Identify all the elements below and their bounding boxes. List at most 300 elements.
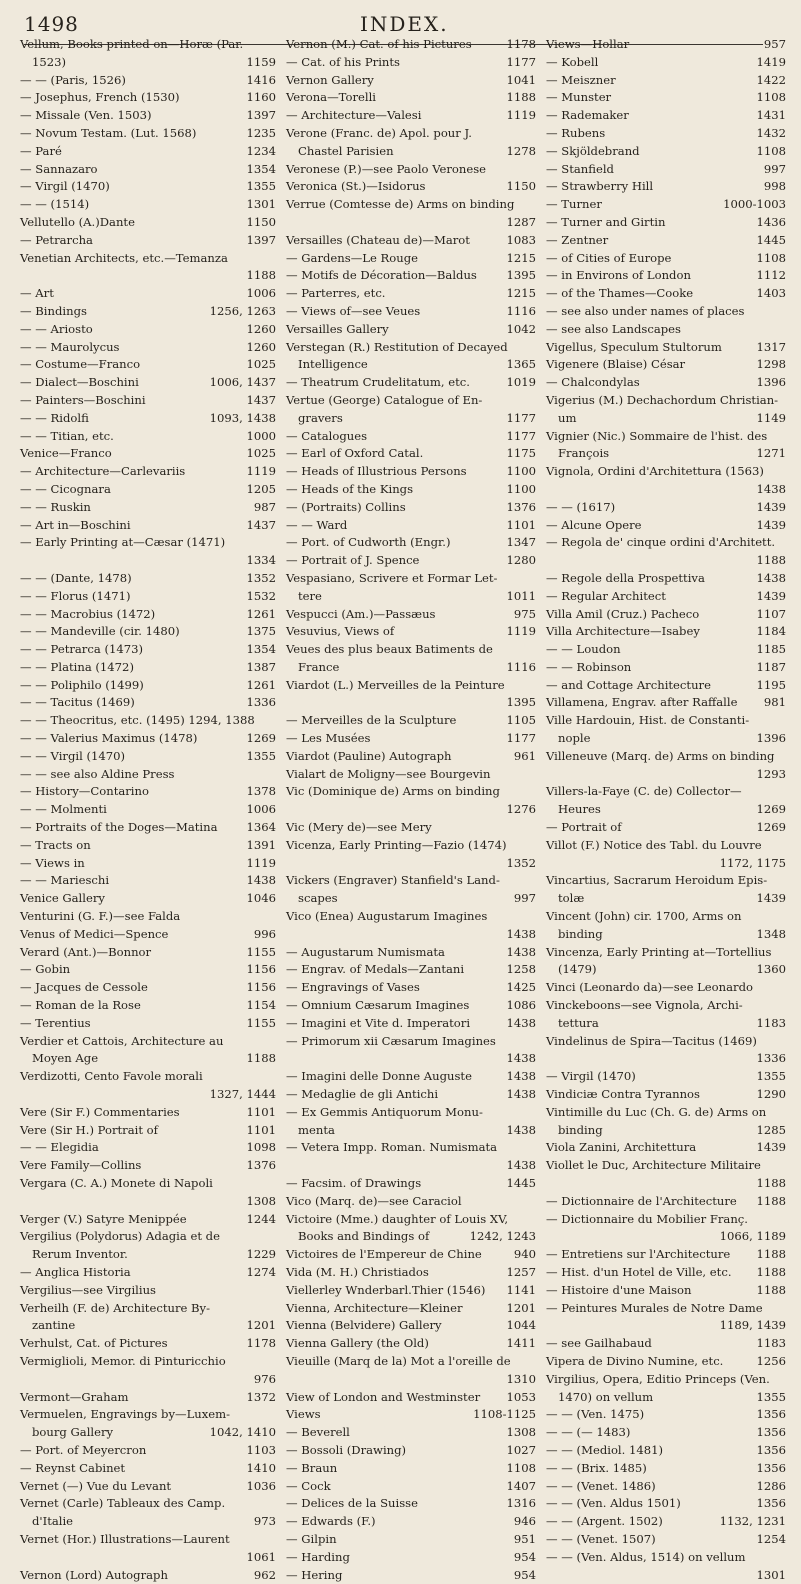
entry-pages: 1355 bbox=[246, 179, 276, 194]
index-entry bbox=[286, 178, 538, 196]
entry-term: — Les Musées bbox=[286, 731, 371, 746]
entry-pages: 1301 bbox=[246, 197, 276, 212]
entry-term: (1479) bbox=[558, 962, 597, 977]
entry-term: Verone (Franc. de) Apol. pour J. bbox=[286, 125, 472, 140]
index-entry bbox=[546, 1175, 788, 1193]
entry-term: bourg Gallery bbox=[32, 1425, 114, 1440]
index-entry bbox=[546, 641, 788, 659]
entry-pages: 1046 bbox=[246, 891, 276, 906]
index-entry bbox=[546, 481, 788, 499]
index-entry bbox=[286, 1335, 538, 1353]
entry-term: Vergilius—see Virgilius bbox=[20, 1282, 157, 1297]
entry-term: — Costume—Franco bbox=[20, 357, 141, 372]
index-entry bbox=[20, 1068, 278, 1086]
entry-pages: 1155 bbox=[246, 1015, 276, 1030]
entry-term: — — Ariosto bbox=[20, 321, 93, 336]
entry-term: Villot (F.) Notice des Tabl. du Louvre bbox=[546, 837, 762, 852]
entry-pages: 1438 bbox=[506, 1122, 536, 1137]
index-entry bbox=[546, 1335, 788, 1353]
entry-pages: 1422 bbox=[756, 72, 786, 87]
entry-term: — Cat. of his Prints bbox=[286, 54, 400, 69]
entry-term: — Sannazaro bbox=[20, 161, 98, 176]
entry-term: — Entretiens sur l'Architecture bbox=[546, 1247, 731, 1262]
entry-term: — Turner and Girtin bbox=[546, 214, 666, 229]
entry-term: — Peintures Murales de Notre Dame bbox=[546, 1300, 763, 1315]
entry-term: — Parterres, etc. bbox=[286, 286, 386, 301]
index-entry bbox=[286, 1175, 538, 1193]
entry-pages: 1436 bbox=[756, 214, 786, 229]
entry-term: Ville Hardouin, Hist. de Constanti- bbox=[546, 713, 750, 728]
index-entry bbox=[286, 161, 538, 179]
index-entry bbox=[286, 1050, 538, 1068]
entry-term: — Regola de' cinque ordini d'Architett. bbox=[546, 535, 776, 550]
entry-pages: 1438 bbox=[756, 481, 786, 496]
index-entry bbox=[20, 1567, 278, 1584]
index-entry bbox=[286, 125, 538, 143]
entry-pages: 1317 bbox=[756, 339, 786, 354]
index-entry bbox=[286, 232, 538, 250]
entry-pages: 1119 bbox=[246, 855, 276, 870]
entry-pages: 1301 bbox=[756, 1567, 786, 1582]
entry-term: — — (Dante, 1478) bbox=[20, 570, 132, 585]
index-entry bbox=[20, 1406, 278, 1424]
index-entry bbox=[286, 1317, 538, 1335]
index-entry bbox=[546, 606, 788, 624]
entry-term: — — Loudon bbox=[546, 642, 621, 657]
index-entry bbox=[546, 1460, 788, 1478]
index-entry bbox=[20, 1353, 278, 1371]
entry-term: Vere Family—Collins bbox=[20, 1158, 142, 1173]
index-entry bbox=[286, 623, 538, 641]
index-entry bbox=[20, 979, 278, 997]
entry-pages: 1119 bbox=[246, 464, 276, 479]
index-entry bbox=[286, 517, 538, 535]
entry-pages: 1101 bbox=[246, 1104, 276, 1119]
entry-pages: 1261 bbox=[246, 677, 276, 692]
entry-term: 1523) bbox=[32, 54, 67, 69]
entry-term: View of London and Westminster bbox=[286, 1389, 481, 1404]
entry-term: — — Platina (1472) bbox=[20, 659, 134, 674]
index-entry bbox=[546, 1389, 788, 1407]
entry-pages: 1086 bbox=[506, 998, 536, 1013]
index-entry bbox=[286, 267, 538, 285]
entry-term: Vignola, Ordini d'Architettura (1563) bbox=[546, 464, 764, 479]
entry-term: Venetian Architects, etc.—Temanza bbox=[20, 250, 228, 265]
index-entry bbox=[546, 178, 788, 196]
entry-pages: 1352 bbox=[246, 570, 276, 585]
index-entry bbox=[546, 1478, 788, 1496]
entry-pages: 1188 bbox=[756, 1247, 786, 1262]
index-entry bbox=[546, 588, 788, 606]
entry-term: Venturini (G. F.)—see Falda bbox=[20, 909, 181, 924]
entry-pages: 1396 bbox=[756, 731, 786, 746]
index-entry bbox=[546, 659, 788, 677]
entry-pages: 1438 bbox=[506, 1087, 536, 1102]
index-entry bbox=[20, 303, 278, 321]
entry-pages: 975 bbox=[513, 606, 536, 621]
entry-pages: 1011 bbox=[506, 588, 536, 603]
entry-term: — Gardens—Le Rouge bbox=[286, 250, 418, 265]
index-entry bbox=[546, 89, 788, 107]
index-entry bbox=[546, 801, 788, 819]
entry-term: Verhulst, Cat. of Pictures bbox=[20, 1336, 168, 1351]
index-entry bbox=[20, 926, 278, 944]
index-entry bbox=[546, 819, 788, 837]
entry-pages: 1155 bbox=[246, 944, 276, 959]
entry-term: — Tracts on bbox=[20, 837, 91, 852]
entry-pages: 1348 bbox=[756, 926, 786, 941]
index-entry bbox=[20, 872, 278, 890]
index-entry bbox=[286, 1300, 538, 1318]
entry-pages: 1188 bbox=[756, 1176, 786, 1190]
entry-term: — Catalogues bbox=[286, 428, 368, 443]
entry-term: — — (Venet. 1507) bbox=[546, 1531, 656, 1546]
entry-term: — Petrarcha bbox=[20, 232, 93, 247]
index-entry bbox=[546, 107, 788, 125]
entry-pages: 1150 bbox=[246, 214, 276, 229]
entry-term: Vincent (John) cir. 1700, Arms on bbox=[546, 909, 742, 924]
entry-term: Vico (Enea) Augustarum Imagines bbox=[286, 909, 488, 924]
entry-term: — Delices de la Suisse bbox=[286, 1496, 418, 1511]
index-entry bbox=[546, 1033, 788, 1051]
index-entry bbox=[286, 801, 538, 819]
entry-pages: 1407 bbox=[506, 1478, 536, 1493]
entry-term: Vic (Mery de)—see Mery bbox=[286, 820, 432, 835]
entry-pages: 1432 bbox=[756, 125, 786, 140]
entry-pages: 1000-1003 bbox=[723, 197, 786, 212]
entry-term: Vernon (M.) Cat. of his Pictures bbox=[286, 37, 472, 51]
entry-term: — — Mandeville (cir. 1480) bbox=[20, 624, 180, 639]
entry-pages: 976 bbox=[253, 1371, 276, 1386]
index-entry bbox=[286, 552, 538, 570]
entry-term: — (Portraits) Collins bbox=[286, 499, 406, 514]
index-entry bbox=[546, 125, 788, 143]
index-column-2 bbox=[286, 36, 546, 1582]
entry-pages: 1416 bbox=[246, 72, 276, 87]
entry-pages: 1274 bbox=[246, 1264, 276, 1279]
entry-pages: 1439 bbox=[756, 499, 786, 514]
entry-term: — Beverell bbox=[286, 1425, 350, 1440]
index-entry bbox=[546, 677, 788, 695]
entry-term: — — Cicognara bbox=[20, 481, 111, 496]
index-entry bbox=[20, 89, 278, 107]
entry-term: — Facsim. of Drawings bbox=[286, 1176, 422, 1190]
index-entry bbox=[20, 677, 278, 695]
index-entry bbox=[546, 1300, 788, 1318]
entry-pages: 1437 bbox=[246, 392, 276, 407]
index-entry bbox=[20, 107, 278, 125]
entry-pages: 1101 bbox=[506, 517, 536, 532]
index-entry bbox=[286, 748, 538, 766]
entry-pages: 1375 bbox=[246, 624, 276, 639]
entry-term: Vienna Gallery (the Old) bbox=[286, 1336, 429, 1351]
index-entry bbox=[20, 712, 278, 730]
entry-pages: 1411 bbox=[506, 1336, 536, 1351]
entry-pages: 1053 bbox=[506, 1389, 536, 1404]
index-entry bbox=[286, 837, 538, 855]
entry-pages: 998 bbox=[763, 179, 786, 194]
entry-term: — Heads of the Kings bbox=[286, 481, 414, 496]
entry-pages: 1310 bbox=[506, 1371, 536, 1386]
entry-term: Vernon (Lord) Autograph bbox=[20, 1567, 168, 1582]
entry-pages: 1229 bbox=[246, 1247, 276, 1262]
entry-pages: 1410 bbox=[246, 1460, 276, 1475]
entry-term: — Bossoli (Drawing) bbox=[286, 1442, 407, 1457]
entry-term: — Port. of Meyercron bbox=[20, 1442, 147, 1457]
index-entry bbox=[286, 1228, 538, 1246]
index-entry bbox=[286, 1033, 538, 1051]
entry-term: — — Petrarca (1473) bbox=[20, 642, 143, 657]
entry-term: François bbox=[558, 446, 610, 461]
index-entry bbox=[20, 570, 278, 588]
entry-term: Venice—Franco bbox=[20, 446, 112, 461]
index-entry bbox=[286, 1015, 538, 1033]
entry-pages: 1098 bbox=[246, 1140, 276, 1155]
entry-pages: 1438 bbox=[506, 1015, 536, 1030]
entry-pages: 987 bbox=[253, 499, 276, 514]
index-entry bbox=[286, 1086, 538, 1104]
entry-term: — Portrait of bbox=[546, 820, 622, 835]
entry-term: Vesuvius, Views of bbox=[286, 624, 395, 639]
entry-term: — Harding bbox=[286, 1549, 350, 1564]
index-entry bbox=[546, 979, 788, 997]
index-entry bbox=[546, 1050, 788, 1068]
entry-term: Vindiciæ Contra Tyrannos bbox=[546, 1087, 700, 1102]
index-entry bbox=[286, 1193, 538, 1211]
entry-term: — Histoire d'une Maison bbox=[546, 1282, 692, 1297]
entry-term: Viardot (L.) Merveilles de la Peinture bbox=[286, 677, 505, 692]
index-entry bbox=[20, 392, 278, 410]
entry-term: — — Valerius Maximus (1478) bbox=[20, 731, 198, 746]
index-entry bbox=[546, 623, 788, 641]
index-entry bbox=[20, 143, 278, 161]
entry-term: — Hering bbox=[286, 1567, 343, 1582]
entry-term: Venice Gallery bbox=[20, 891, 105, 906]
index-entry bbox=[546, 730, 788, 748]
entry-term: Vialart de Moligny—see Bourgevin bbox=[286, 766, 491, 781]
entry-term: — Virgil (1470) bbox=[20, 179, 110, 194]
entry-pages: 1177 bbox=[506, 54, 536, 69]
entry-term: — — Macrobius (1472) bbox=[20, 606, 156, 621]
entry-term: — Early Printing at—Cæsar (1471) bbox=[20, 535, 226, 550]
entry-pages: 1425 bbox=[506, 980, 536, 995]
index-entry bbox=[546, 321, 788, 339]
index-entry bbox=[20, 285, 278, 303]
entry-term: Vertue (George) Catalogue of En- bbox=[286, 392, 483, 407]
entry-term: — Gilpin bbox=[286, 1531, 337, 1546]
entry-term: — Kobell bbox=[546, 54, 599, 69]
entry-term: — Merveilles de la Sculpture bbox=[286, 713, 457, 728]
index-entry bbox=[546, 552, 788, 570]
entry-term: — Imagini delle Donne Auguste bbox=[286, 1069, 472, 1084]
entry-pages: 1195 bbox=[756, 677, 786, 692]
index-entry bbox=[546, 267, 788, 285]
entry-pages: 1298 bbox=[756, 357, 786, 372]
index-entry bbox=[546, 232, 788, 250]
index-entry bbox=[20, 250, 278, 268]
entry-term: binding bbox=[558, 926, 603, 941]
entry-pages: 1042, 1410 bbox=[209, 1425, 276, 1440]
entry-pages: 973 bbox=[253, 1514, 276, 1529]
index-column-3 bbox=[546, 36, 788, 1582]
entry-pages: 1177 bbox=[506, 428, 536, 443]
index-entry bbox=[546, 1246, 788, 1264]
entry-term: Vigenere (Blaise) César bbox=[546, 357, 686, 372]
entry-term: — Portrait of J. Spence bbox=[286, 553, 420, 568]
index-column-1 bbox=[20, 36, 286, 1582]
entry-pages: 1156 bbox=[246, 962, 276, 977]
index-entry bbox=[20, 552, 278, 570]
entry-term: — Dialect—Boschini bbox=[20, 375, 139, 390]
index-entry bbox=[20, 944, 278, 962]
index-entry bbox=[20, 1211, 278, 1229]
entry-term: — Ex Gemmis Antiquorum Monu- bbox=[286, 1104, 483, 1119]
entry-pages: 1438 bbox=[756, 570, 786, 585]
entry-pages: 1108 bbox=[506, 1460, 536, 1475]
entry-term: — Bindings bbox=[20, 303, 87, 318]
entry-term: — — (Brix. 1485) bbox=[546, 1460, 647, 1475]
entry-term: — Braun bbox=[286, 1460, 338, 1475]
index-entry bbox=[546, 1317, 788, 1335]
entry-term: Viola Zanini, Architettura bbox=[546, 1140, 697, 1155]
entry-term: Vienna (Belvidere) Gallery bbox=[286, 1318, 442, 1333]
index-entry bbox=[546, 303, 788, 321]
index-entry bbox=[286, 107, 538, 125]
entry-pages: 1278 bbox=[506, 143, 536, 158]
entry-pages: 1334 bbox=[246, 553, 276, 568]
entry-term: Views bbox=[286, 1407, 321, 1422]
entry-term: Vinci (Leonardo da)—see Leonardo bbox=[546, 980, 753, 995]
index-entry bbox=[546, 908, 788, 926]
index-entry bbox=[286, 677, 538, 695]
entry-pages: 1101 bbox=[246, 1122, 276, 1137]
index-entry bbox=[20, 232, 278, 250]
index-entry bbox=[286, 855, 538, 873]
entry-term: Virgilius, Opera, Editio Princeps (Ven. bbox=[546, 1371, 770, 1386]
index-entry bbox=[546, 855, 788, 873]
entry-term: — — Tacitus (1469) bbox=[20, 695, 135, 710]
entry-term: — Novum Testam. (Lut. 1568) bbox=[20, 125, 197, 140]
index-entry bbox=[20, 1549, 278, 1567]
index-entry bbox=[20, 1157, 278, 1175]
entry-pages: 1378 bbox=[246, 784, 276, 799]
entry-pages: 1215 bbox=[506, 250, 536, 265]
index-entry bbox=[286, 1567, 538, 1584]
entry-pages: 1188 bbox=[756, 553, 786, 568]
entry-pages: 1269 bbox=[246, 731, 276, 746]
index-entry bbox=[546, 1513, 788, 1531]
entry-pages: 1027 bbox=[506, 1442, 536, 1457]
entry-term: — Omnium Cæsarum Imagines bbox=[286, 998, 470, 1013]
entry-pages: 1025 bbox=[246, 357, 276, 372]
entry-term: — Medaglie de gli Antichi bbox=[286, 1087, 439, 1102]
entry-term: Verrue (Comtesse de) Arms on binding bbox=[286, 197, 515, 212]
entry-term: Vintimille du Luc (Ch. G. de) Arms on bbox=[546, 1104, 767, 1119]
entry-term: Vicenza, Early Printing—Fazio (1474) bbox=[286, 837, 507, 852]
entry-term: — Josephus, French (1530) bbox=[20, 90, 180, 105]
index-entry bbox=[20, 890, 278, 908]
entry-term: Vere (Sir H.) Portrait of bbox=[20, 1122, 158, 1137]
entry-pages: 1061 bbox=[246, 1549, 276, 1564]
entry-term: Vermuelen, Engravings by—Luxem- bbox=[20, 1407, 231, 1422]
entry-term: — — (1617) bbox=[546, 499, 616, 514]
index-entry bbox=[286, 1549, 538, 1567]
entry-term: Vignier (Nic.) Sommaire de l'hist. des bbox=[546, 428, 768, 443]
index-entry bbox=[286, 1068, 538, 1086]
entry-term: Verard (Ant.)—Bonnor bbox=[20, 944, 152, 959]
entry-term: Vincartius, Sacrarum Heroidum Epis- bbox=[546, 873, 768, 888]
entry-term: — and Cottage Architecture bbox=[546, 677, 711, 692]
entry-pages: 1286 bbox=[756, 1478, 786, 1493]
index-entry bbox=[546, 534, 788, 552]
entry-pages: 1355 bbox=[246, 748, 276, 763]
index-entry bbox=[286, 1122, 538, 1140]
entry-pages: 1308 bbox=[246, 1193, 276, 1208]
index-entry bbox=[546, 944, 788, 962]
entry-pages: 1150 bbox=[506, 179, 536, 194]
entry-term: nople bbox=[558, 731, 591, 746]
index-entry bbox=[546, 1264, 788, 1282]
entry-term: Books and Bindings of bbox=[298, 1229, 430, 1244]
index-entry bbox=[546, 766, 788, 784]
entry-term: — Stanfield bbox=[546, 161, 614, 176]
index-entry bbox=[286, 961, 538, 979]
entry-term: Vergara (C. A.) Monete di Napoli bbox=[20, 1176, 213, 1190]
index-entry bbox=[546, 250, 788, 268]
index-entry bbox=[286, 979, 538, 997]
index-entry bbox=[286, 1104, 538, 1122]
entry-pages: 1271 bbox=[756, 446, 786, 461]
index-entry bbox=[286, 445, 538, 463]
entry-pages: 1083 bbox=[506, 232, 536, 247]
index-entry bbox=[20, 1122, 278, 1140]
entry-pages: 1396 bbox=[756, 375, 786, 390]
entry-pages: 1149 bbox=[756, 410, 786, 425]
index-entry bbox=[546, 748, 788, 766]
entry-pages: 1201 bbox=[246, 1318, 276, 1333]
entry-pages: 1356 bbox=[756, 1425, 786, 1440]
index-entry bbox=[546, 214, 788, 232]
entry-term: — Meiszner bbox=[546, 72, 616, 87]
entry-term: Vieuille (Marq de la) Mot a l'oreille de bbox=[286, 1353, 511, 1368]
entry-pages: 1183 bbox=[756, 1015, 786, 1030]
entry-term: Chastel Parisien bbox=[298, 143, 394, 158]
entry-term: — — Robinson bbox=[546, 659, 632, 674]
entry-pages: 1438 bbox=[506, 926, 536, 941]
index-entry bbox=[20, 1389, 278, 1407]
entry-pages: 1372 bbox=[246, 1389, 276, 1404]
index-entry bbox=[286, 1406, 538, 1424]
index-entry bbox=[546, 445, 788, 463]
entry-pages: 1154 bbox=[246, 998, 276, 1013]
index-entry bbox=[546, 1406, 788, 1424]
entry-pages: 1347 bbox=[506, 535, 536, 550]
entry-term: — — (Mediol. 1481) bbox=[546, 1442, 664, 1457]
entry-pages: 1261 bbox=[246, 606, 276, 621]
entry-pages: 951 bbox=[513, 1531, 536, 1546]
entry-pages: 981 bbox=[763, 695, 786, 710]
index-entry bbox=[20, 54, 278, 72]
index-entry bbox=[20, 1104, 278, 1122]
index-entry bbox=[20, 410, 278, 428]
entry-pages: 1397 bbox=[246, 108, 276, 123]
entry-pages: 1336 bbox=[246, 695, 276, 710]
entry-pages: 1438 bbox=[506, 944, 536, 959]
index-entry bbox=[286, 588, 538, 606]
entry-pages: 1000 bbox=[246, 428, 276, 443]
entry-term: — — (Ven. Aldus 1501) bbox=[546, 1496, 681, 1511]
entry-term: Verheilh (F. de) Architecture By- bbox=[20, 1300, 211, 1315]
